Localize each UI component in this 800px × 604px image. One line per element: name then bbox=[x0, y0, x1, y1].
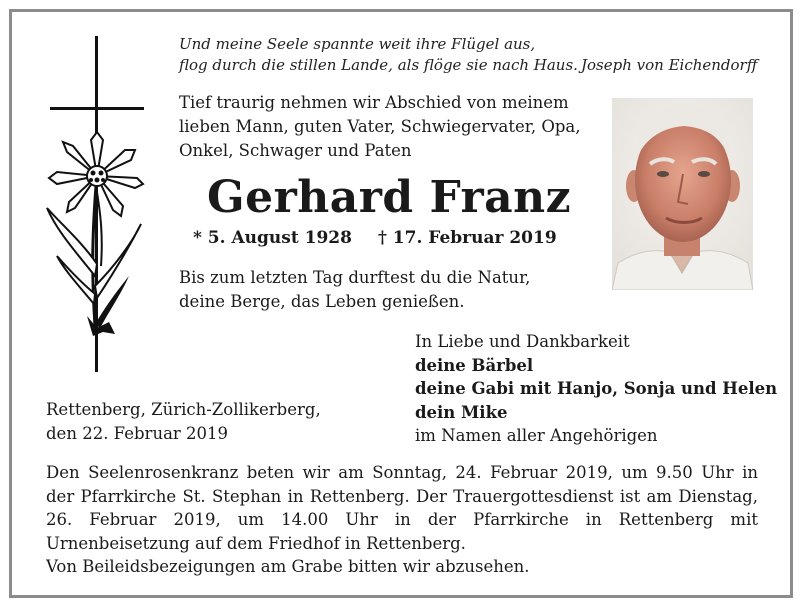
farewell-line: Bis zum letzten Tag durftest du die Natur, bbox=[179, 268, 531, 287]
family-signature bbox=[415, 330, 777, 448]
portrait-photo bbox=[612, 98, 753, 290]
quote-line-1: Und meine Seele spannte weit ihre Flügel aus, bbox=[179, 35, 536, 53]
quote-line-2: flog durch die stillen Lande, als flöge sie nach Haus. bbox=[179, 56, 578, 74]
intro-text bbox=[179, 91, 581, 163]
notice-line: Von Beileidsbezeigungen am Grabe bitten wir abzusehen. bbox=[46, 557, 530, 576]
birth-date: * 5. August 1928 bbox=[193, 228, 352, 248]
family-member-name: dein Mike bbox=[415, 402, 508, 422]
cross-with-edelweiss-icon bbox=[45, 36, 155, 372]
family-intro: In Liebe und Dankbarkeit bbox=[415, 332, 630, 351]
intro-line: Tief traurig nehmen wir Abschied von meinem bbox=[179, 93, 569, 112]
family-outro: im Namen aller Angehörigen bbox=[415, 426, 658, 445]
farewell-words bbox=[179, 266, 530, 314]
place-and-date bbox=[46, 398, 321, 445]
family-member bbox=[415, 401, 777, 425]
family-member-name: deine Gabi mit Hanjo, Sonja und Helen bbox=[415, 379, 778, 398]
family-member bbox=[415, 354, 777, 378]
notice-line: Den Seelenrosenkranz beten wir am Sonntag, 24. Februar 2019, um 9.50 Uhr in bbox=[46, 463, 758, 482]
deceased-name: Gerhard Franz bbox=[207, 172, 572, 223]
quote-author: Joseph von Eichendorff bbox=[581, 56, 758, 74]
intro-line: lieben Mann, guten Vater, Schwiegervater, Opa, bbox=[179, 117, 581, 136]
service-notice bbox=[46, 461, 758, 579]
farewell-line: deine Berge, das Leben genießen. bbox=[179, 292, 465, 311]
notice-line: der Pfarrkirche St. Stephan in Rettenberg. Der Trauergottesdienst ist am Dienstag, bbox=[46, 486, 758, 506]
notice-line: Urnenbeisetzung auf dem Friedhof in Rettenberg. bbox=[46, 533, 466, 553]
notice-line: 26. Februar 2019, um 14.00 Uhr in der Pfarrkirche in Rettenberg mit bbox=[46, 510, 758, 529]
family-member bbox=[415, 377, 777, 401]
quote bbox=[179, 34, 758, 76]
family-member-name: deine Bärbel bbox=[415, 355, 534, 375]
death-date: † 17. Februar 2019 bbox=[378, 228, 557, 248]
place-location: Rettenberg, Zürich-Zollikerberg, bbox=[46, 400, 321, 419]
intro-line: Onkel, Schwager und Paten bbox=[179, 141, 412, 160]
place-date: den 22. Februar 2019 bbox=[46, 423, 229, 443]
